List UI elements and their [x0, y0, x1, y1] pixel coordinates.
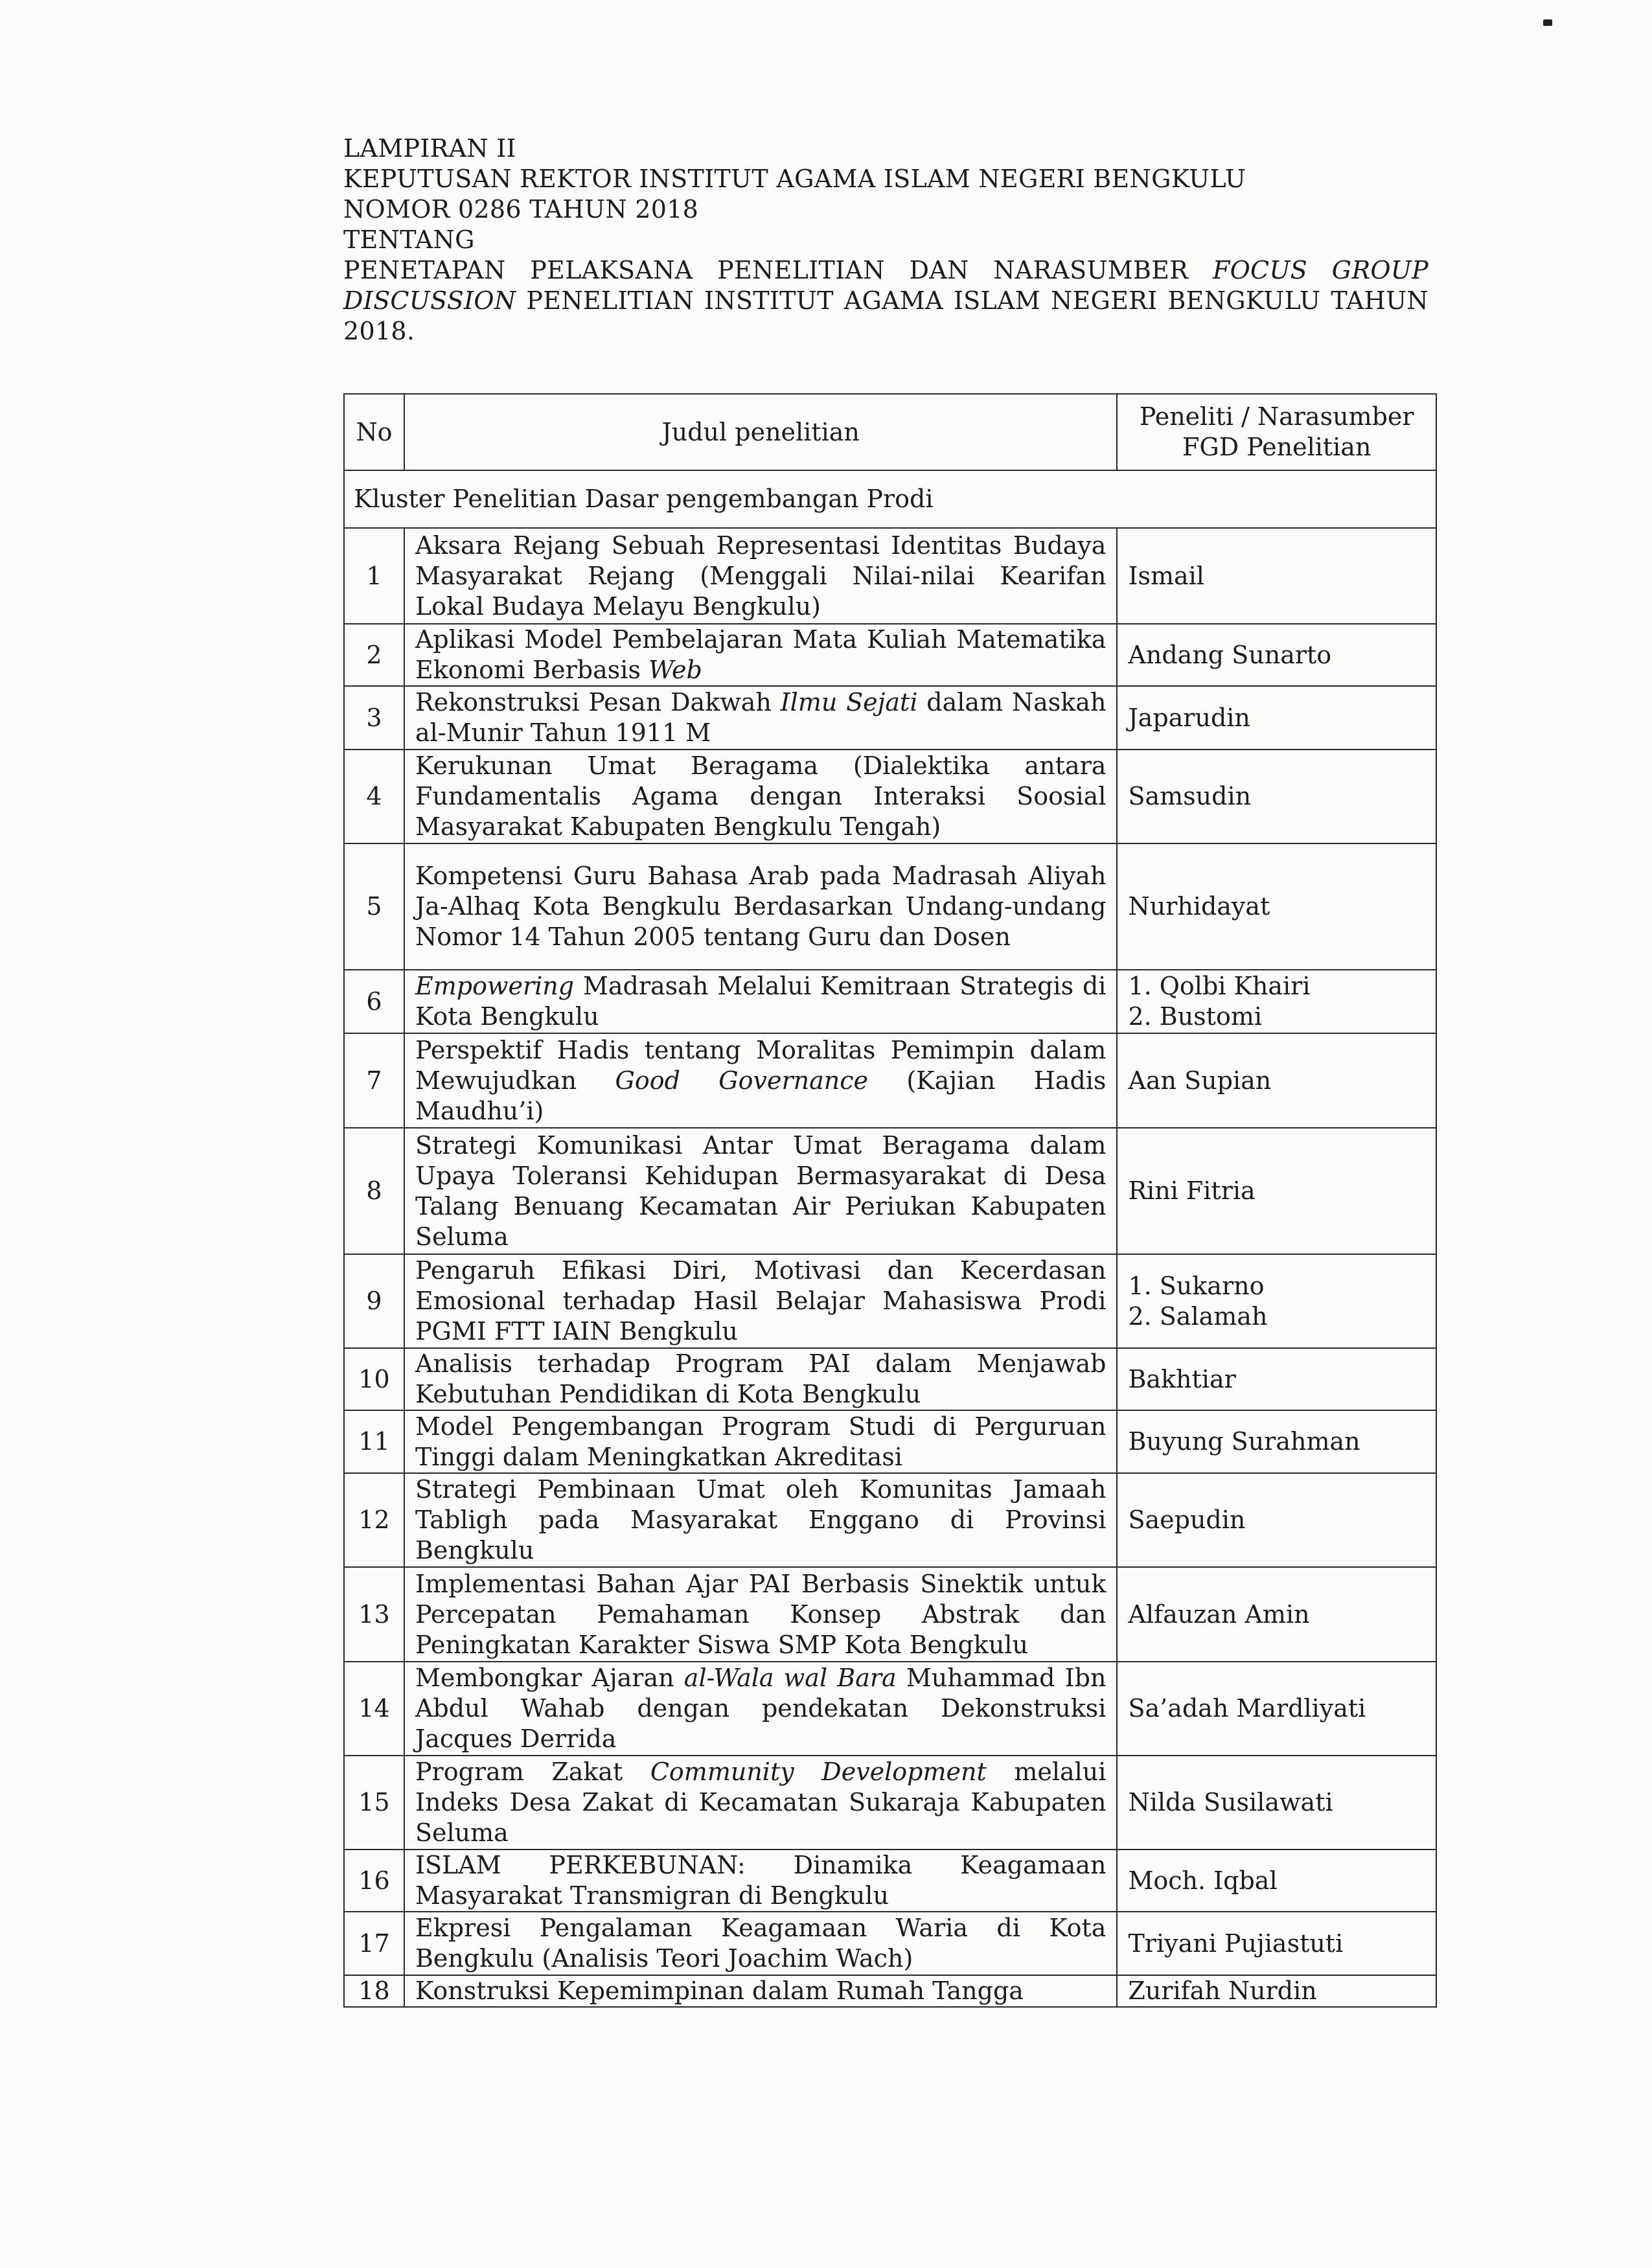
researcher-name: Rini Fitria	[1128, 1176, 1256, 1205]
row-researcher	[1117, 686, 1436, 750]
research-table	[343, 393, 1437, 2008]
table-row	[344, 843, 1436, 970]
row-researcher	[1117, 1348, 1436, 1410]
cluster-row	[344, 470, 1436, 528]
table-row	[344, 970, 1436, 1033]
row-title	[404, 1662, 1117, 1756]
row-title-text: Implementasi Bahan Ajar PAI Berbasis Sinektik untuk Percepatan Pemahaman Konsep Abstrak dan Peningkatan Karakter Siswa SMP Kota Bengkulu	[415, 1569, 1107, 1659]
row-title	[404, 1567, 1117, 1662]
row-title-italic: Community Development	[650, 1758, 987, 1786]
row-number: 14	[344, 1662, 404, 1756]
table-row	[344, 1850, 1436, 1912]
row-number: 4	[344, 750, 404, 843]
table-row	[344, 1033, 1436, 1128]
row-number: 7	[344, 1033, 404, 1128]
header-line-6-italic: DISCUSSION	[343, 286, 516, 315]
row-number: 12	[344, 1473, 404, 1567]
researcher-name: Nilda Susilawati	[1128, 1788, 1333, 1816]
row-title-text: Strategi Komunikasi Antar Umat Beragama dalam Upaya Toleransi Kehidupan Bermasyarakat di Desa Talang Benuang Kecamatan Air Periukan Kabupaten Seluma	[415, 1130, 1107, 1251]
row-title	[404, 970, 1117, 1033]
row-title-text: Konstruksi Kepemimpinan dalam Rumah Tangga	[415, 1976, 1024, 2005]
header-line-1: LAMPIRAN II	[343, 134, 516, 163]
row-title	[404, 1473, 1117, 1567]
row-number: 16	[344, 1850, 404, 1912]
table-row	[344, 1410, 1436, 1473]
row-title-text: Rekonstruksi Pesan Dakwah	[415, 688, 781, 716]
table-row	[344, 1567, 1436, 1662]
header-line-7: 2018.	[343, 317, 415, 345]
researcher-name: 1. Sukarno	[1128, 1271, 1265, 1300]
researcher-name: Alfauzan Amin	[1128, 1599, 1310, 1629]
row-title-text: Ekpresi Pengalaman Keagamaan Waria di Kota Bengkulu (Analisis Teori Joachim Wach)	[415, 1914, 1107, 1973]
row-title	[404, 1850, 1117, 1912]
row-researcher	[1117, 843, 1436, 970]
row-title-text: Analisis terhadap Program PAI dalam Menjawab Kebutuhan Pendidikan di Kota Bengkulu	[415, 1349, 1107, 1408]
header-researcher-line-1: Peneliti / Narasumber	[1139, 402, 1414, 431]
row-title	[404, 1410, 1117, 1473]
row-researcher	[1117, 1850, 1436, 1912]
row-title-italic: Good Governance	[615, 1066, 868, 1095]
row-researcher	[1117, 1912, 1436, 1975]
header-no: No	[344, 394, 404, 470]
table-row	[344, 624, 1436, 686]
row-title-text: Program Zakat	[415, 1758, 650, 1786]
researcher-name: Aan Supian	[1128, 1066, 1272, 1095]
header-line-6	[343, 286, 1428, 316]
table-row	[344, 1975, 1436, 2007]
row-title-text: Membongkar Ajaran	[415, 1664, 684, 1692]
researcher-name: Ismail	[1128, 561, 1204, 590]
researcher-name: 2. Salamah	[1128, 1301, 1268, 1331]
row-number: 11	[344, 1410, 404, 1473]
row-number: 3	[344, 686, 404, 750]
row-title	[404, 528, 1117, 624]
row-researcher	[1117, 1567, 1436, 1662]
header-line-2: KEPUTUSAN REKTOR INSTITUT AGAMA ISLAM NEGERI BENGKULU	[343, 165, 1246, 193]
row-researcher	[1117, 970, 1436, 1033]
row-title	[404, 1756, 1117, 1850]
row-number: 5	[344, 843, 404, 970]
researcher-name: Nurhidayat	[1128, 892, 1270, 921]
researcher-name: Andang Sunarto	[1128, 640, 1332, 669]
row-researcher	[1117, 1033, 1436, 1128]
row-title	[404, 1912, 1117, 1975]
row-title-italic: Web	[648, 656, 702, 684]
table-row	[344, 1756, 1436, 1850]
row-title-text: Aplikasi Model Pembelajaran Mata Kuliah Matematika Ekonomi Berbasis	[415, 625, 1107, 684]
table-row	[344, 1473, 1436, 1567]
table-row	[344, 750, 1436, 843]
row-number: 8	[344, 1128, 404, 1254]
row-title-text: Kompetensi Guru Bahasa Arab pada Madrasah Aliyah Ja-Alhaq Kota Bengkulu Berdasarkan Undang-undang Nomor 14 Tahun 2005 tentang Guru dan Dosen	[415, 862, 1107, 951]
researcher-name: Saepudin	[1128, 1506, 1246, 1534]
scan-speck	[1543, 19, 1552, 26]
table-row	[344, 1348, 1436, 1410]
researcher-name: Buyung Surahman	[1128, 1427, 1360, 1456]
row-title	[404, 686, 1117, 750]
table-row	[344, 1254, 1436, 1348]
row-title-text: Strategi Pembinaan Umat oleh Komunitas Jamaah Tabligh pada Masyarakat Enggano di Provinsi Bengkulu	[415, 1475, 1107, 1564]
row-number: 18	[344, 1975, 404, 2007]
header-line-5-italic: FOCUS GROUP	[1212, 256, 1428, 284]
researcher-name: Sa’adah Mardliyati	[1128, 1694, 1366, 1723]
row-title	[404, 1033, 1117, 1128]
table-header-row	[344, 394, 1436, 470]
row-title-text: Pengaruh Efikasi Diri, Motivasi dan Kecerdasan Emosional terhadap Hasil Belajar Mahasiswa Prodi PGMI FTT IAIN Bengkulu	[415, 1256, 1107, 1346]
header-line-3: NOMOR 0286 TAHUN 2018	[343, 195, 699, 223]
row-title	[404, 843, 1117, 970]
row-title-italic: Ilmu Sejati	[780, 688, 918, 716]
row-researcher	[1117, 624, 1436, 686]
row-title-italic: Empowering	[415, 972, 575, 1000]
header-researcher-line-2: FGD Penelitian	[1182, 433, 1371, 461]
row-title-text: Kerukunan Umat Beragama (Dialektika antara Fundamentalis Agama dengan Interaksi Soosial Masyarakat Kabupaten Bengkulu Tengah)	[415, 751, 1107, 841]
row-title-text: Madrasah Melalui Kemitraan Strategis di Kota Bengkulu	[415, 972, 1107, 1031]
header-line-5	[343, 255, 1428, 286]
researcher-name: Japarudin	[1128, 703, 1250, 732]
row-researcher	[1117, 1473, 1436, 1567]
row-researcher	[1117, 1128, 1436, 1254]
header-title: Judul penelitian	[404, 394, 1117, 470]
row-researcher	[1117, 528, 1436, 624]
row-number: 15	[344, 1756, 404, 1850]
row-title	[404, 1975, 1117, 2007]
row-title-text: (Kajian Hadis Maudhu’i)	[415, 1066, 1107, 1125]
header-researcher	[1117, 394, 1436, 470]
table-row	[344, 1912, 1436, 1975]
researcher-name: Samsudin	[1128, 782, 1252, 810]
row-number: 2	[344, 624, 404, 686]
row-number: 9	[344, 1254, 404, 1348]
row-number: 10	[344, 1348, 404, 1410]
document-header	[343, 133, 1428, 347]
row-title-text: ISLAM PERKEBUNAN: Dinamika Keagamaan Masyarakat Transmigran di Bengkulu	[415, 1851, 1107, 1910]
row-title-text: Aksara Rejang Sebuah Representasi Identitas Budaya Masyarakat Rejang (Menggali Nilai-nilai Kearifan Lokal Budaya Melayu Bengkulu)	[415, 531, 1107, 621]
row-title	[404, 750, 1117, 843]
cluster-label: Kluster Penelitian Dasar pengembangan Prodi	[344, 470, 1436, 528]
row-researcher	[1117, 1756, 1436, 1850]
row-title	[404, 1348, 1117, 1410]
row-title-text: melalui Indeks Desa Zakat di Kecamatan Sukaraja Kabupaten Seluma	[415, 1758, 1107, 1847]
researcher-name: 2. Bustomi	[1128, 1002, 1263, 1031]
row-researcher	[1117, 1410, 1436, 1473]
table-row	[344, 528, 1436, 624]
researcher-name: Zurifah Nurdin	[1128, 1976, 1317, 2005]
table-row	[344, 1662, 1436, 1756]
header-line-4: TENTANG	[343, 225, 475, 254]
row-researcher	[1117, 1254, 1436, 1348]
header-line-6-text: PENELITIAN INSTITUT AGAMA ISLAM NEGERI BENGKULU TAHUN	[526, 286, 1428, 315]
header-line-5-text: PENETAPAN PELAKSANA PENELITIAN DAN NARASUMBER	[343, 256, 1189, 284]
row-title	[404, 1254, 1117, 1348]
researcher-name: 1. Qolbi Khairi	[1128, 972, 1311, 1000]
table-row	[344, 686, 1436, 750]
row-researcher	[1117, 1975, 1436, 2007]
row-number: 17	[344, 1912, 404, 1975]
researcher-name: Triyani Pujiastuti	[1128, 1929, 1344, 1958]
row-title-text: Muhammad Ibn Abdul Wahab dengan pendekatan Dekonstruksi Jacques Derrida	[415, 1664, 1107, 1753]
row-number: 13	[344, 1567, 404, 1662]
row-title-text: Model Pengembangan Program Studi di Perguruan Tinggi dalam Meningkatkan Akreditasi	[415, 1412, 1107, 1471]
row-title	[404, 624, 1117, 686]
row-title	[404, 1128, 1117, 1254]
row-researcher	[1117, 1662, 1436, 1756]
row-title-italic: al-Wala wal Bara	[683, 1664, 897, 1692]
researcher-name: Moch. Iqbal	[1128, 1866, 1278, 1895]
row-title-text: Perspektif Hadis tentang Moralitas Pemimpin dalam Mewujudkan	[415, 1035, 1107, 1095]
row-title-text: dalam Naskah al-Munir Tahun 1911 M	[415, 688, 1107, 747]
row-researcher	[1117, 750, 1436, 843]
table-row	[344, 1128, 1436, 1254]
row-number: 6	[344, 970, 404, 1033]
row-number: 1	[344, 528, 404, 624]
researcher-name: Bakhtiar	[1128, 1364, 1236, 1393]
